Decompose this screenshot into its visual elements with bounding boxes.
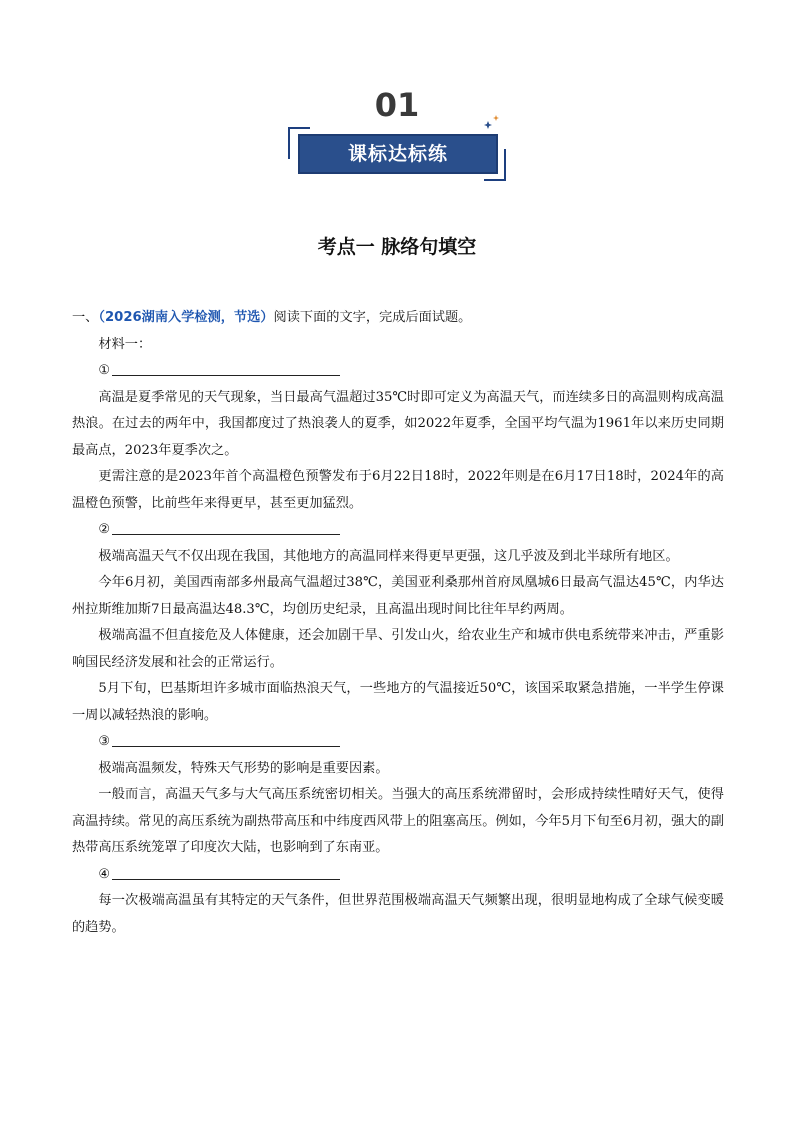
sparkle-icon: [482, 113, 502, 133]
question-instruction: 阅读下面的文字，完成后面试题。: [273, 310, 472, 325]
blank-marker: ①: [98, 363, 111, 378]
blank-line-3: [72, 729, 724, 756]
section-badge: [0, 0, 794, 200]
section-label: 课标达标练: [298, 134, 498, 174]
paragraph: 极端高温不但直接危及人体健康，还会加剧干旱、引发山火，给农业生产和城市供电系统带来冲击，严重影响国民经济发展和社会的正常运行。: [72, 628, 724, 670]
material-label: 材料一：: [98, 336, 152, 352]
paragraph: 每一次极端高温虽有其特定的天气条件，但世界范围极端高温天气频繁出现，很明显地构成了全球气候变暖的趋势。: [72, 893, 724, 935]
blank-marker: ②: [98, 522, 111, 537]
question-body: [72, 305, 724, 941]
blank-line-2: [72, 517, 724, 544]
paragraph: 极端高温频发，特殊天气形势的影响是重要因素。: [98, 760, 389, 776]
paragraph: 更需注意的是2023年首个高温橙色预警发布于6月22日18时，2022年则是在6月17日18时，2024年的高温橙色预警，比前些年来得更早，甚至更加猛烈。: [72, 469, 724, 511]
paragraph: 今年6月初，美国西南部多州最高气温超过38℃，美国亚利桑那州首府凤凰城6日最高气温达45℃，内华达州拉斯维加斯7日最高温达48.3℃，均创历史纪录，且高温出现时间比往年早约两周。: [72, 575, 724, 617]
section-number: 01: [374, 86, 420, 124]
question-source: （2026湖南入学检测，节选）: [98, 310, 274, 325]
fill-blank: [112, 865, 340, 880]
fill-blank: [112, 732, 340, 747]
paragraph: 一般而言，高温天气多与大气高压系统密切相关。当强大的高压系统滞留时，会形成持续性晴好天气，使得高温持续。常见的高压系统为副热带高压和中纬度西风带上的阻塞高压。例如，今年5月下旬至6月初，强大的副热带高压系统笼罩了印度次大陆，也影响到了东南亚。: [72, 787, 724, 855]
paragraph: 极端高温天气不仅出现在我国，其他地方的高温同样来得更早更强，这几乎波及到北半球所有地区。: [98, 548, 679, 564]
blank-marker: ③: [98, 734, 111, 749]
fill-blank: [112, 520, 340, 535]
page-title: 考点一 脉络句填空: [317, 236, 477, 258]
blank-marker: ④: [98, 866, 111, 882]
question-header: [72, 305, 724, 332]
blank-line-1: [72, 358, 724, 385]
question-prefix: 一、: [72, 310, 99, 325]
paragraph: 5月下旬，巴基斯坦许多城市面临热浪天气，一些地方的气温接近50℃，该国采取紧急措施，一半学生停课一周以减轻热浪的影响。: [72, 681, 724, 723]
blank-line-4: [72, 862, 724, 889]
paragraph: 高温是夏季常见的天气现象，当日最高气温超过35℃时即可定义为高温天气，而连续多日的高温则构成高温热浪。在过去的两年中，我国都度过了热浪袭人的夏季，如2022年夏季，全国平均气温为1961年以来历史同期最高点，2023年夏季次之。: [72, 389, 724, 458]
fill-blank: [112, 361, 340, 376]
